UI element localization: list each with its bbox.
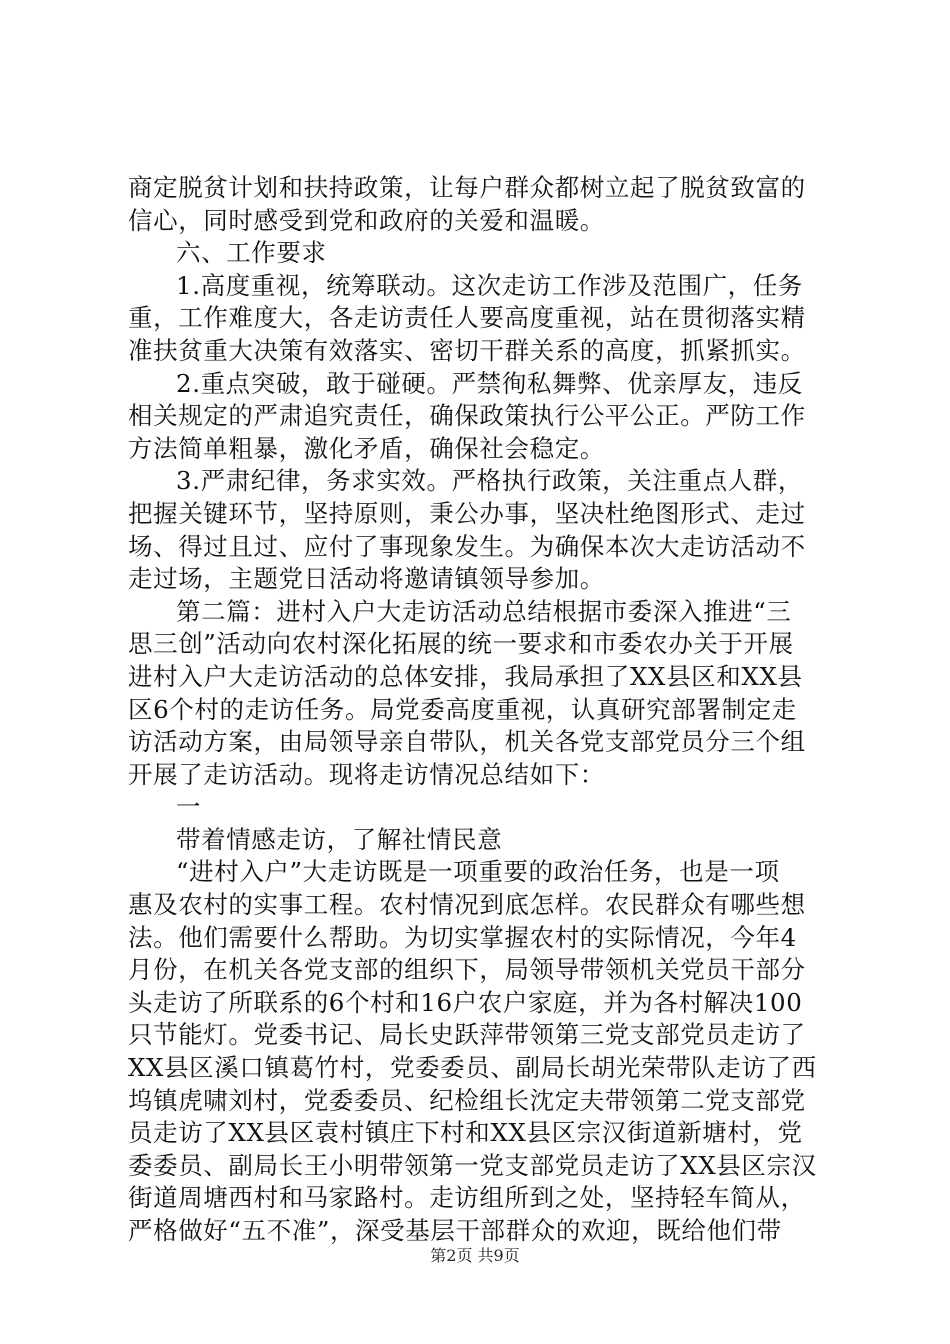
text-line: 六、工作要求 <box>176 238 327 268</box>
text-line: 员走访了XX县区袁村镇庄下村和XX县区宗汉街道新塘村，党 <box>128 1118 803 1148</box>
page-footer: 第2页 共9页 <box>430 1246 520 1265</box>
text-line: 相关规定的严肃追究责任，确保政策执行公平公正。严防工作 <box>128 401 806 431</box>
text-line: 2.重点突破，敢于碰硬。严禁徇私舞弊、优亲厚友，违反 <box>176 368 803 398</box>
text-line: 1.高度重视，统筹联动。这次走访工作涉及范围广，任务 <box>176 270 803 300</box>
text-line: 场、得过且过、应付了事现象发生。为确保本次大走访活动不 <box>128 531 806 561</box>
text-line: 一 <box>176 792 202 822</box>
text-lines <box>128 172 828 1248</box>
text-line: 3.严肃纪律，务求实效。严格执行政策，关注重点人群， <box>176 466 803 496</box>
text-line: 坞镇虎啸刘村，党委委员、纪检组长沈定夫带领第二党支部党 <box>128 1085 806 1115</box>
text-line: 走过场，主题党日活动将邀请镇领导参加。 <box>128 564 605 594</box>
text-line: 思三创”活动向农村深化拓展的统一要求和市委农办关于开展 <box>128 629 794 659</box>
text-line: 信心，同时感受到党和政府的关爱和温暖。 <box>128 205 605 235</box>
text-line: 月份，在机关各党支部的组织下，局领导带领机关党员干部分 <box>128 955 806 985</box>
text-line: 委委员、副局长王小明带领第一党支部党员走访了XX县区宗汉 <box>128 1150 817 1180</box>
text-line: 商定脱贫计划和扶持政策，让每户群众都树立起了脱贫致富的 <box>128 173 806 202</box>
text-line: “进村入户”大走访既是一项重要的政治任务，也是一项 <box>176 857 780 887</box>
text-line: 街道周塘西村和马家路村。走访组所到之处，坚持轻车简从， <box>128 1183 806 1213</box>
text-line: 重，工作难度大，各走访责任人要高度重视，站在贯彻落实精 <box>128 303 806 333</box>
text-line: 方法简单粗暴，激化矛盾，确保社会稳定。 <box>128 433 605 463</box>
document-body <box>128 172 828 1248</box>
text-line: 严格做好“五不准”，深受基层干部群众的欢迎，既给他们带 <box>128 1216 782 1245</box>
text-line: 法。他们需要什么帮助。为切实掌握农村的实际情况，今年4 <box>128 922 797 952</box>
text-line: 把握关键环节，坚持原则，秉公办事，坚决杜绝图形式、走过 <box>128 498 806 528</box>
text-line: XX县区溪口镇葛竹村，党委委员、副局长胡光荣带队走访了西 <box>128 1053 817 1083</box>
text-line: 只节能灯。党委书记、局长史跃萍带领第三党支部党员走访了 <box>128 1020 806 1050</box>
text-line: 带着情感走访，了解社情民意 <box>176 824 503 854</box>
text-line: 开展了走访活动。现将走访情况总结如下： <box>128 759 605 789</box>
text-line: 访活动方案，由局领导亲自带队，机关各党支部党员分三个组 <box>128 727 806 757</box>
text-line: 进村入户大走访活动的总体安排，我局承担了XX县区和XX县 <box>128 661 803 691</box>
text-line: 区6个村的走访任务。局党委高度重视，认真研究部署制定走 <box>128 694 797 724</box>
text-line: 头走访了所联系的6个村和16户农户家庭，并为各村解决100 <box>128 987 803 1017</box>
text-line: 惠及农村的实事工程。农村情况到底怎样。农民群众有哪些想 <box>128 890 806 920</box>
text-line: 第二篇：进村入户大走访活动总结根据市委深入推进“三 <box>176 596 792 626</box>
text-line: 准扶贫重大决策有效落实、密切干群关系的高度，抓紧抓实。 <box>128 335 806 365</box>
